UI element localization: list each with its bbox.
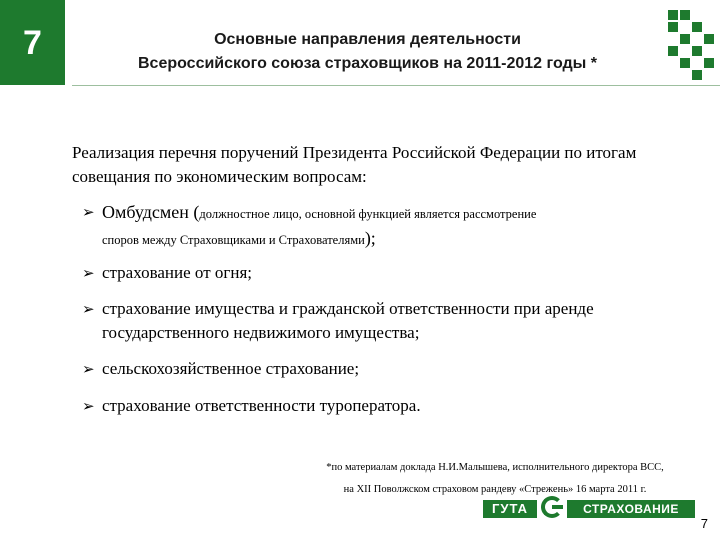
ombudsman-tail: ); [364,228,376,248]
arrow-bullet-icon: ➢ [82,300,95,318]
deco-square [692,22,702,32]
deco-square [692,70,702,80]
arrow-bullet-icon: ➢ [82,264,95,282]
deco-square [668,22,678,32]
slide-title-line1: Основные направления деятельности [214,31,521,48]
footnote-line2: на XII Поволжском страховом рандеву «Стрежень» 16 марта 2011 г. [343,484,647,495]
deco-square [680,34,690,44]
list-item-fire-insurance [82,261,692,285]
list-item-text: сельскохозяйственное страхование; [102,359,360,378]
list-item-text [82,200,692,252]
deco-square [680,58,690,68]
deco-square [668,46,678,56]
list-item-ombudsman [82,200,692,252]
ombudsman-line1 [102,203,536,222]
slide-number-badge [0,0,65,85]
logo-part-strakhovanie: СТРАХОВАНИЕ [567,500,695,518]
logo-part-guta: ГУТА [483,500,537,518]
list-item-text: страхование от огня; [102,263,252,282]
page-number: 7 [700,516,708,531]
slide-title [90,28,645,76]
decorative-squares [640,0,720,90]
footnote-line1: *по материалам доклада Н.И.Малышева, исполнительного директора ВСС, [326,462,664,473]
guta-insurance-logo [483,496,695,522]
deco-square [704,58,714,68]
deco-square [704,34,714,44]
slide-number: 7 [23,24,42,62]
logo-g-bar [552,505,563,509]
list-item-tour-operator-insurance [82,394,692,418]
list-item-text: страхование имущества и гражданской ответственности при аренде государственного недвижимого имущества; [102,299,594,342]
arrow-bullet-icon: ➢ [82,203,95,221]
list-item-agricultural-insurance [82,357,692,381]
deco-square [680,10,690,20]
ombudsman-detail-line2: споров между Страховщиками и Страхователями [102,233,365,247]
ombudsman-head: Омбудсмен ( [102,202,200,222]
list-item-text: страхование ответственности туроператора. [102,396,421,415]
arrow-bullet-icon: ➢ [82,360,95,378]
deco-square [668,10,678,20]
slide-title-line2: Всероссийского союза страховщиков на 2011-2012 годы * [137,55,597,72]
header-divider [72,85,720,86]
intro-text: Реализация перечня поручений Президента Российской Федерации по итогам совещания по экономическим вопросам: [72,143,637,186]
ombudsman-detail-line1: должностное лицо, основной функцией является рассмотрение [199,207,537,221]
arrow-bullet-icon: ➢ [82,397,95,415]
deco-square [692,46,702,56]
list-item-property-insurance [82,297,692,345]
